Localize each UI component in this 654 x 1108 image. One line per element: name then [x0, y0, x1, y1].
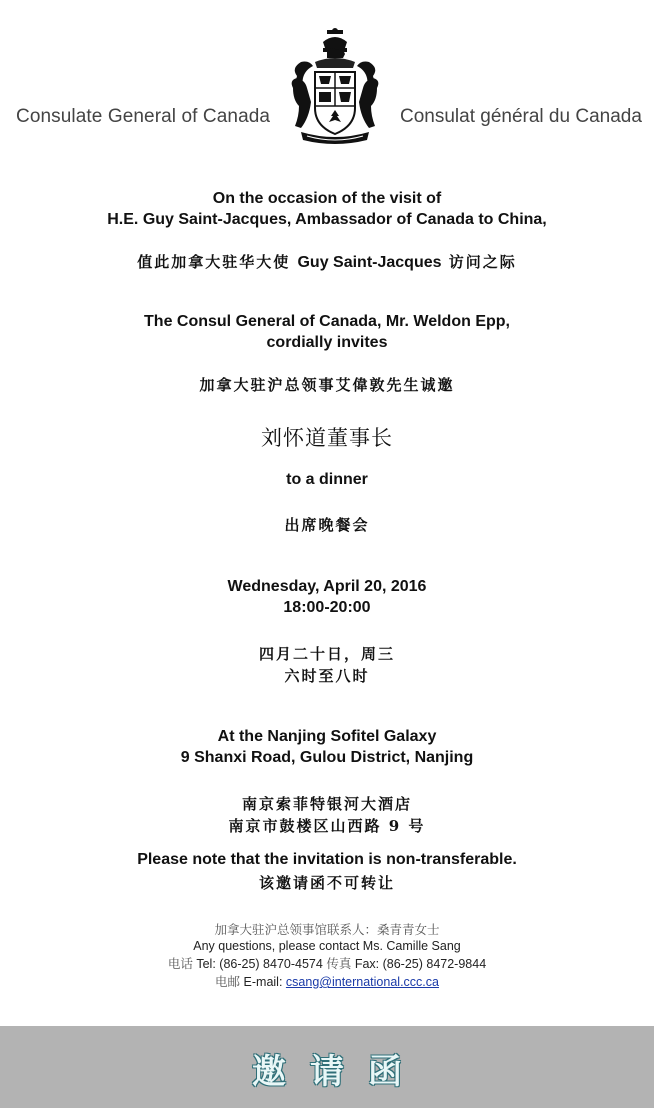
org-name-french: Consulat général du Canada [400, 106, 642, 127]
email-label: E-mail: [243, 975, 283, 989]
event-time: 18:00-20:00 [283, 599, 371, 616]
email-label-zh: 电邮 [215, 974, 241, 989]
tel-label-zh: 电话 [167, 956, 193, 971]
occasion-zh-suffix: 访问之际 [448, 253, 517, 271]
venue-line-2: 9 Shanxi Road, Gulou District, Nanjing [180, 749, 474, 766]
footer-banner [0, 1026, 654, 1108]
venue-zh-2: 南京市鼓楼区山西路 9 号 [228, 817, 426, 835]
fax-label: Fax: [354, 957, 380, 971]
non-transferable-note-zh: 该邀请函不可转让 [258, 874, 395, 892]
occasion-line-2: H.E. Guy Saint-Jacques, Ambassador of Canada to China, [107, 211, 547, 228]
event-date: Wednesday, April 20, 2016 [227, 578, 427, 595]
phone-fax-line [0, 955, 654, 973]
occasion-zh-name: Guy Saint-Jacques [297, 254, 442, 271]
tel-label: Tel: [196, 957, 216, 971]
host-line-1: The Consul General of Canada, Mr. Weldon Epp, [144, 313, 510, 330]
contact-block [0, 921, 654, 991]
non-transferable-note: Please note that the invitation is non-transferable. [137, 851, 517, 868]
letterhead [0, 0, 654, 160]
coat-of-arms-icon [287, 28, 383, 150]
event-date-zh: 四月二十日，周三 [258, 645, 395, 663]
occasion-line-1: On the occasion of the visit of [212, 190, 442, 207]
email-link[interactable]: csang@international.ccc.ca [285, 975, 439, 989]
fax-number: (86-25) 8472-9844 [382, 957, 487, 971]
host-zh: 加拿大驻沪总领事艾偉敦先生诚邀 [199, 376, 455, 394]
org-name-english: Consulate General of Canada [16, 106, 271, 127]
venue-zh-1: 南京索菲特银河大酒店 [241, 795, 412, 813]
email-line [0, 973, 654, 991]
occasion-zh-prefix: 值此加拿大驻华大使 [137, 253, 291, 271]
contact-person-en: Any questions, please contact Ms. Camille Sang [193, 939, 461, 953]
event-zh: 出席晚餐会 [284, 516, 370, 534]
host-line-2: cordially invites [266, 334, 388, 351]
footer-title: 邀请函 [252, 1052, 426, 1092]
event-en: to a dinner [286, 471, 368, 488]
venue-line-1: At the Nanjing Sofitel Galaxy [217, 728, 437, 745]
tel-number: (86-25) 8470-4574 [219, 957, 323, 971]
event-time-zh: 六时至八时 [284, 667, 370, 685]
fax-label-zh: 传真 [326, 956, 352, 971]
contact-person-zh: 加拿大驻沪总领事馆联系人：桑青青女士 [214, 922, 440, 937]
guest-name: 刘怀道董事长 [261, 426, 393, 450]
occasion-zh [0, 251, 654, 272]
